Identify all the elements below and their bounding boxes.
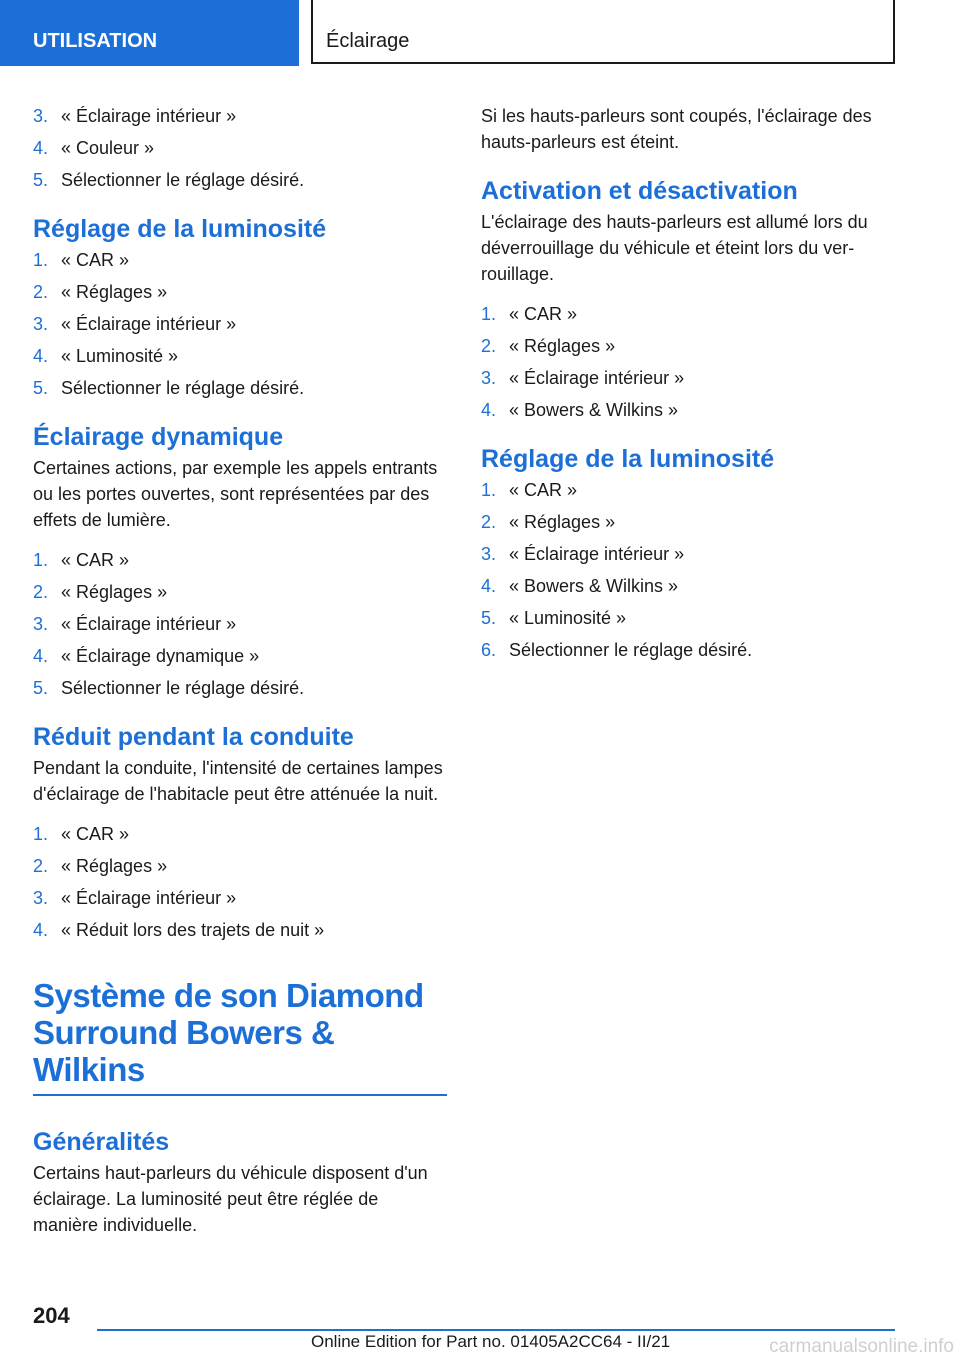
list-item [481,301,895,327]
step-text: « CAR » [61,550,130,570]
step-text: « Éclairage intérieur » [61,314,237,334]
list-item [33,917,447,943]
list-item [33,343,447,369]
step-number: 1. [33,250,49,270]
list-item [33,611,447,637]
list-item [481,541,895,567]
step-text: « Éclairage dynamique » [61,646,260,666]
step-number: 4. [33,920,49,940]
heading-general: Généralités [33,1128,170,1156]
step-text: « CAR » [509,304,578,324]
left-column [33,103,447,1252]
watermark: carmanualsonline.info [769,1336,954,1357]
heading-brightness-speakers: Réglage de la luminosité [481,445,775,473]
list-item [33,311,447,337]
step-number: 3. [481,368,497,388]
list-item [481,509,895,535]
page-header [0,0,960,66]
step-number: 5. [481,608,497,628]
step-number: 5. [33,170,49,190]
step-number: 2. [33,582,49,602]
list-item [481,365,895,391]
step-number: 4. [481,400,497,420]
step-number: 4. [481,576,497,596]
list-item [481,333,895,359]
step-number: 3. [33,614,49,634]
paragraph-dynamic: Certaines actions, par exemple les appels entrants ou les portes ouvertes, sont représentées par des effets de lumière. [33,458,438,530]
step-text: « Réglages » [61,282,168,302]
intro-steps [33,103,447,193]
list-item [481,397,895,423]
step-number: 4. [33,346,49,366]
activation-steps [481,301,895,423]
page-number: 204 [33,1303,70,1328]
list-item [33,279,447,305]
list-item [33,547,447,573]
step-number: 3. [481,544,497,564]
step-number: 3. [33,314,49,334]
step-text: « Réglages » [509,512,616,532]
list-item [481,637,895,663]
paragraph-activation: L'éclairage des hauts-parleurs est allumé lors du déverrouillage du véhicule et éteint lors du verrouillage. [481,212,868,284]
paragraph-general: Certains haut-parleurs du véhicule disposent d'un éclairage. La luminosité peut être réglée de manière individuelle. [33,1163,428,1235]
step-text: « CAR » [61,250,130,270]
step-number: 4. [33,138,49,158]
step-text: « Bowers & Wilkins » [509,576,679,596]
list-item [33,375,447,401]
step-number: 1. [481,304,497,324]
step-text: « Réduit lors des trajets de nuit » [61,920,325,940]
list-item [33,821,447,847]
speaker-brightness-steps [481,477,895,663]
step-text: « Luminosité » [61,346,179,366]
step-number: 1. [33,824,49,844]
heading-sound-system: Système de son Diamond Surround Bowers & Wilkins [33,977,447,1096]
section-tab: UTILISATION [0,0,299,66]
list-item [33,885,447,911]
heading-activation: Activation et désactivation [481,177,798,205]
step-number: 6. [481,640,497,660]
step-number: 2. [33,856,49,876]
paragraph-speakers-off: Si les hauts-parleurs sont coupés, l'éclairage des hauts-parleurs est éteint. [481,106,872,152]
step-number: 4. [33,646,49,666]
step-text: « Réglages » [509,336,616,356]
step-text: « Couleur » [61,138,155,158]
step-number: 2. [481,512,497,532]
step-text: « Luminosité » [509,608,627,628]
step-text: « CAR » [61,824,130,844]
list-item [33,247,447,273]
heading-dynamic: Éclairage dynamique [33,423,284,451]
step-text: Sélectionner le réglage désiré. [61,378,305,398]
footer-divider [97,1329,895,1331]
list-item [481,605,895,631]
list-item [33,853,447,879]
step-number: 2. [33,282,49,302]
list-item [33,103,447,129]
step-text: « Réglages » [61,582,168,602]
step-text: « Éclairage intérieur » [61,614,237,634]
step-number: 3. [33,888,49,908]
brightness-steps [33,247,447,401]
step-number: 3. [33,106,49,126]
heading-brightness: Réglage de la luminosité [33,215,327,243]
step-text: « Éclairage intérieur » [509,368,685,388]
step-text: « Éclairage intérieur » [61,888,237,908]
step-text: « CAR » [509,480,578,500]
dynamic-steps [33,547,447,701]
list-item [33,167,447,193]
list-item [33,579,447,605]
chapter-title: Éclairage [326,30,410,52]
step-text: « Bowers & Wilkins » [509,400,679,420]
heading-reduced: Réduit pendant la conduite [33,723,354,751]
right-column [481,103,895,669]
list-item [33,135,447,161]
step-number: 5. [33,378,49,398]
list-item [33,643,447,669]
list-item [33,675,447,701]
step-text: « Réglages » [61,856,168,876]
paragraph-reduced: Pendant la conduite, l'intensité de certaines lampes d'éclairage de l'habitacle peut être atténuée la nuit. [33,758,443,804]
step-number: 1. [481,480,497,500]
step-number: 2. [481,336,497,356]
step-text: Sélectionner le réglage désiré. [509,640,753,660]
list-item [481,477,895,503]
step-text: « Éclairage intérieur » [61,106,237,126]
list-item [481,573,895,599]
step-text: Sélectionner le réglage désiré. [61,678,305,698]
step-number: 5. [33,678,49,698]
reduced-steps [33,821,447,943]
step-text: « Éclairage intérieur » [509,544,685,564]
edition-note: Online Edition for Part no. 01405A2CC64 - II/21 [311,1332,671,1351]
step-text: Sélectionner le réglage désiré. [61,170,305,190]
step-number: 1. [33,550,49,570]
